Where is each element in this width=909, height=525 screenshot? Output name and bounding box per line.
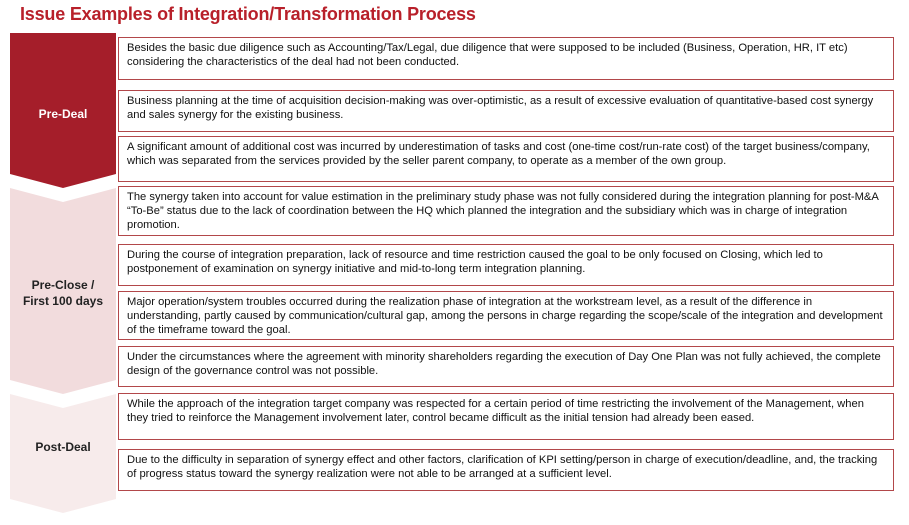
- page-title: Issue Examples of Integration/Transformation Process: [20, 4, 476, 24]
- issue-box-pre-deal-3: A significant amount of additional cost was incurred by underestimation of tasks and cost (one-time cost/run-rate cost) of the target business/company, which was separated from the services provided by the seller parent company, to operate as a member of the own group.: [118, 136, 894, 182]
- stage-label-pre-close-line2: First 100 days: [22, 294, 104, 308]
- stage-label-post-deal: Post-Deal: [35, 440, 91, 454]
- issue-box-post-deal-2: Due to the difficulty in separation of synergy effect and other factors, clarification of KPI setting/person in charge of execution/deadline, and, the tracking of progress status toward the synergy realization were not able to be arranged at a sufficient level.: [118, 449, 894, 491]
- stage-label-pre-close-line1: Pre-Close /: [31, 278, 95, 292]
- issue-box-pre-close-4: Under the circumstances where the agreement with minority shareholders regarding the execution of Day One Plan was not fully achieved, the complete design of the governance control was not possible.: [118, 346, 894, 387]
- issue-box-pre-close-1: The synergy taken into account for value estimation in the preliminary study phase was not fully considered during the integration planning for post-M&A “To-Be” status due to the lack of coordination between the HQ which planned the integration and the subsidiary which was in charge of integration promotion.: [118, 186, 894, 236]
- issue-box-pre-deal-2: Business planning at the time of acquisition decision-making was over-optimistic, as a result of excessive evaluation of quantitative-based cost synergy and sales synergy for the existing business.: [118, 90, 894, 132]
- issue-box-pre-close-3: Major operation/system troubles occurred during the realization phase of integration at the workstream level, as a result of the difference in understanding, partly caused by communication/cultural gap, among the persons in charge regarding the scope/scale of the integration and development of the timeframe toward the goal.: [118, 291, 894, 340]
- issue-box-pre-deal-1: Besides the basic due diligence such as Accounting/Tax/Legal, due diligence that were supposed to be included (Business, Operation, HR, IT etc) considering the characteristics of the deal had not been conducted.: [118, 37, 894, 80]
- stage-label-pre-close: [10, 277, 116, 309]
- issue-box-post-deal-1: While the approach of the integration target company was respected for a certain period of time restricting the involvement of the Management, when they tried to reinforce the Management involvement later, control became difficult as the initial tension had already been eased.: [118, 393, 894, 440]
- stage-label-pre-deal: Pre-Deal: [38, 107, 88, 121]
- issue-box-pre-close-2: During the course of integration preparation, lack of resource and time restriction caused the goal to be only focused on Closing, which led to postponement of examination on synergy initiative and mid-to-long term integration planning.: [118, 244, 894, 286]
